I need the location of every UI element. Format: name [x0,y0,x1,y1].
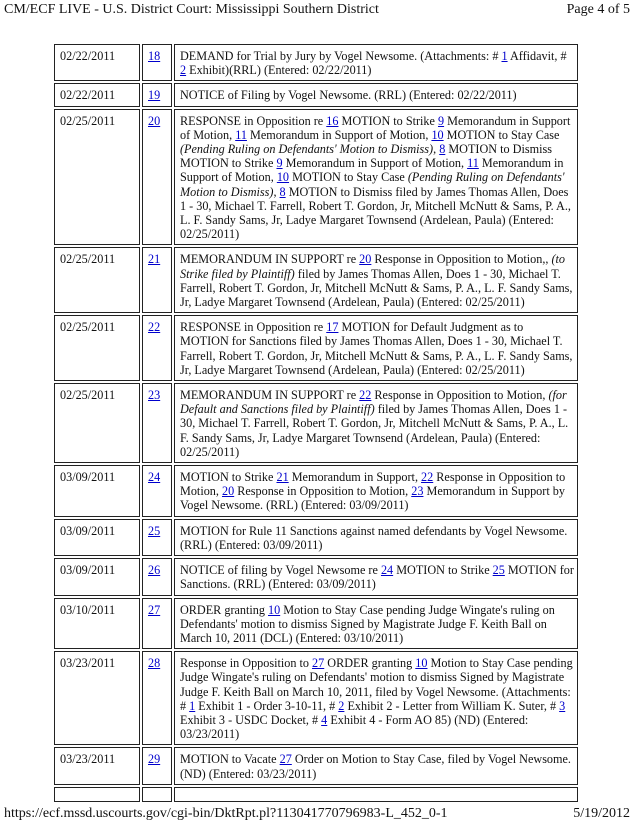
footer-date: 5/19/2012 [573,806,630,821]
description-text: DEMAND for Trial by Jury by Vogel Newsome. (Attachments: # [180,49,502,63]
entry-description [174,383,578,463]
continued-row [54,787,578,802]
description-text: Exhibit)(RRL) (Entered: 02/22/2011) [186,63,372,78]
entry-description [174,651,578,745]
description-text: MOTION to Stay Case [289,170,408,185]
docket-row [54,519,578,556]
entry-date: 03/23/2011 [54,651,140,745]
docket-reference-link[interactable]: 20 [221,484,235,499]
description-text: MEMORANDUM IN SUPPORT re [180,252,360,267]
entry-description [174,83,578,106]
description-text: Memorandum in Support of Motion, [246,127,432,142]
description-text: MOTION to Dismiss filed by James Thomas Allen, Does 1 - 30, Michael T. Farrell, Robert T. Gordon, Jr, Mitchell McNutt & Sams, P. A., L. F. Sandy Sams, Jr, Ladye Margaret Townsend (Ardelean, Paula) (Entered: 02/25/2011) [180,184,571,242]
entry-description [174,598,578,650]
entry-number-cell [142,465,172,517]
entry-number-link[interactable]: 22 [148,320,161,335]
docket-reference-link[interactable]: 17 [326,320,339,335]
docket-row [54,109,578,246]
docket-reference-link[interactable]: 10 [276,170,290,185]
description-text: Exhibit 3 - USDC Docket, # [180,712,322,727]
docket-reference-link[interactable]: 27 [279,752,292,767]
description-text: NOTICE of Filing by Vogel Newsome. (RRL) (Entered: 02/22/2011) [180,88,517,103]
description-text: MOTION for Default Judgment as to MOTION for Sanctions filed by James Thomas Allen, Does 1 - 30, Michael T. Farrell, Robert T. Gordon, Jr, Mitchell McNutt & Sams, P. A., L. F. Sandy Sams, Jr, Ladye Margaret Townsend (Ardelean, Paula) (Entered: 02/25/2011) [180,320,573,377]
continued-cell [174,787,578,802]
description-text: ORDER granting [180,602,269,617]
docket-reference-link[interactable]: 2 [338,698,345,713]
entry-date: 02/25/2011 [54,315,140,381]
entry-description [174,519,578,556]
description-text: MOTION to Dismiss MOTION to Strike [180,142,552,171]
entry-number-cell [142,598,172,650]
docket-row [54,383,578,463]
docket-reference-link[interactable]: 21 [276,470,289,485]
docket-row [54,465,578,517]
entry-date: 03/10/2011 [54,598,140,650]
entry-number-link[interactable]: 24 [148,470,161,485]
docket-reference-link[interactable]: 27 [312,656,325,671]
entry-number-link[interactable]: 26 [148,563,161,578]
docket-reference-link[interactable]: 22 [359,388,372,403]
docket-row [54,315,578,381]
description-note: (Pending Ruling on Defendants' Motion to Dismiss) [180,142,434,157]
description-text: Order on Motion to Stay Case, filed by Vogel Newsome. (ND) (Entered: 03/23/2011) [180,752,571,781]
description-text: filed by James Thomas Allen, Does 1 - 30, Michael T. Farrell, Robert T. Gordon, Jr, Mitchell McNutt & Sams, P. A., L. F. Sandy Sams, Jr, Ladye Margaret Townsend (Ardelean, Paula) (Entered: 02/25/2011) [180,402,569,459]
entry-description [174,109,578,246]
description-text: Memorandum in Support of Motion, [180,113,571,142]
entry-number-cell [142,44,172,81]
docket-reference-link[interactable]: 10 [415,656,428,671]
docket-reference-link[interactable]: 10 [268,602,281,617]
description-text: NOTICE of filing by Vogel Newsome re [180,563,381,578]
entry-description [174,44,578,81]
docket-reference-link[interactable]: 8 [279,184,286,199]
entry-number-cell [142,519,172,556]
docket-row [54,44,578,81]
footer-url: https://ecf.mssd.uscourts.gov/cgi-bin/DktRpt.pl?113041770796983-L_452_0-1 [4,806,448,821]
entry-description [174,465,578,517]
description-text: , [273,184,280,199]
entry-number-link[interactable]: 21 [148,252,161,267]
docket-reference-link[interactable]: 23 [411,484,424,499]
entry-number-link[interactable]: 28 [148,656,161,671]
description-text: Response in Opposition to Motion,, [371,252,552,267]
docket-table-body [54,44,578,802]
entry-number-cell [142,383,172,463]
docket-reference-link[interactable]: 10 [431,127,444,142]
description-text: RESPONSE in Opposition re [180,320,327,335]
description-text: Memorandum in Support, [288,470,422,485]
entry-number-link[interactable]: 18 [148,49,161,63]
docket-table [52,42,580,804]
description-text: MOTION for Sanctions. (RRL) (Entered: 03/09/2011) [180,563,574,592]
entry-number-cell [142,83,172,106]
entry-number-link[interactable]: 20 [148,113,161,128]
docket-row [54,598,578,650]
docket-reference-link[interactable]: 25 [492,563,505,578]
entry-description [174,315,578,381]
docket-reference-link[interactable]: 22 [421,470,434,485]
description-text: Memorandum in Support of Motion, [180,156,564,185]
description-text: ORDER granting [324,656,416,671]
description-text: Response in Opposition to Motion, [180,470,566,499]
entry-number-link[interactable]: 29 [148,752,161,767]
description-text: MOTION for Rule 11 Sanctions against named defendants by Vogel Newsome. (RRL) (Entered: 03/09/2011) [180,523,568,552]
entry-date: 03/09/2011 [54,558,140,595]
page-number: Page 4 of 5 [566,2,630,17]
description-note: (to Strike filed by Plaintiff) [180,252,566,281]
entry-number-cell [142,747,172,784]
description-text: Exhibit 4 - Form AO 85) (ND) (Entered: 03/23/2011) [180,712,529,742]
description-text: filed by James Thomas Allen, Does 1 - 30, Michael T. Farrell, Robert T. Gordon, Jr, Mitchell McNutt & Sams, P. A., L. F. Sandy Sams, Jr, Ladye Margaret Townsend (Ardelean, Paula) (Entered: 02/25/2011) [180,266,573,310]
description-text: MOTION to Stay Case [443,127,560,142]
description-note: (Pending Ruling on Defendants' Motion to Dismiss) [180,170,565,199]
docket-reference-link[interactable]: 11 [467,156,479,171]
docket-table-container [52,42,580,781]
page-footer [4,806,630,824]
docket-reference-link[interactable]: 9 [437,113,445,128]
entry-number-cell [142,315,172,381]
description-text: Motion to Stay Case pending Judge Wingate's ruling on Defendants' motion to dismiss Signed by Magistrate Judge F. Keith Ball on March 10, 2011, filed by Vogel Newsome. (Attachments: # [180,656,573,713]
entry-number-cell [142,651,172,745]
page-header [4,2,630,20]
entry-date: 03/09/2011 [54,465,140,517]
entry-number-link[interactable]: 19 [148,88,161,103]
description-text: Exhibit 1 - Order 3-10-11, # [195,698,339,713]
description-text: Response in Opposition to [180,656,313,671]
description-text: Memorandum in Support of Motion, [282,156,468,171]
entry-date: 02/22/2011 [54,83,140,106]
continued-cell [142,787,172,802]
header-title: CM/ECF LIVE - U.S. District Court: Mississippi Southern District [4,2,379,17]
description-text: Exhibit 2 - Letter from William K. Suter, # [344,698,560,713]
docket-reference-link[interactable]: 24 [380,563,394,578]
entry-date: 02/25/2011 [54,109,140,246]
docket-row [54,558,578,595]
docket-reference-link[interactable]: 4 [321,712,328,727]
description-text: , [433,142,440,157]
docket-reference-link[interactable]: 16 [326,113,339,128]
description-text: Motion to Stay Case pending Judge Wingate's ruling on Defendants' motion to dismiss Signed by Magistrate Judge F. Keith Ball on March 10, 2011 (DCL) (Entered: 03/10/2011) [180,602,555,645]
docket-row [54,247,578,313]
description-text: MEMORANDUM IN SUPPORT re [180,388,360,403]
entry-number-link[interactable]: 23 [148,388,161,403]
description-text: Response in Opposition to Motion, [234,484,412,499]
entry-description [174,247,578,313]
docket-reference-link[interactable]: 3 [559,698,566,713]
entry-date: 02/25/2011 [54,247,140,313]
docket-row [54,83,578,106]
entry-number-link[interactable]: 25 [148,523,161,538]
description-text: MOTION to Strike [338,113,438,128]
entry-date: 03/23/2011 [54,747,140,784]
docket-reference-link[interactable]: 1 [189,698,196,713]
description-text: Memorandum in Support by Vogel Newsome. (RRL) (Entered: 03/09/2011) [180,484,565,513]
description-text: RESPONSE in Opposition re [180,113,327,128]
description-text: MOTION to Strike [180,470,277,485]
entry-description [174,558,578,595]
continued-cell [54,787,140,802]
description-text: Response in Opposition to Motion, [371,388,549,403]
docket-reference-link[interactable]: 11 [235,127,247,142]
description-text: MOTION to Strike [393,563,493,578]
docket-reference-link[interactable]: 20 [359,252,372,267]
docket-reference-link[interactable]: 9 [276,156,283,171]
entry-date: 03/09/2011 [54,519,140,556]
entry-description [174,747,578,784]
docket-reference-link[interactable]: 2 [180,63,187,78]
entry-number-cell [142,109,172,246]
entry-number-link[interactable]: 27 [148,602,161,617]
description-note: (for Default and Sanctions filed by Plaintiff) [180,388,567,417]
docket-row [54,747,578,784]
docket-row [54,651,578,745]
description-text: Affidavit, # [507,49,567,63]
entry-date: 02/25/2011 [54,383,140,463]
description-text: MOTION to Vacate [180,752,280,767]
entry-number-cell [142,558,172,595]
docket-reference-link[interactable]: 1 [501,49,508,63]
entry-date: 02/22/2011 [54,44,140,81]
entry-number-cell [142,247,172,313]
docket-reference-link[interactable]: 8 [439,142,446,157]
